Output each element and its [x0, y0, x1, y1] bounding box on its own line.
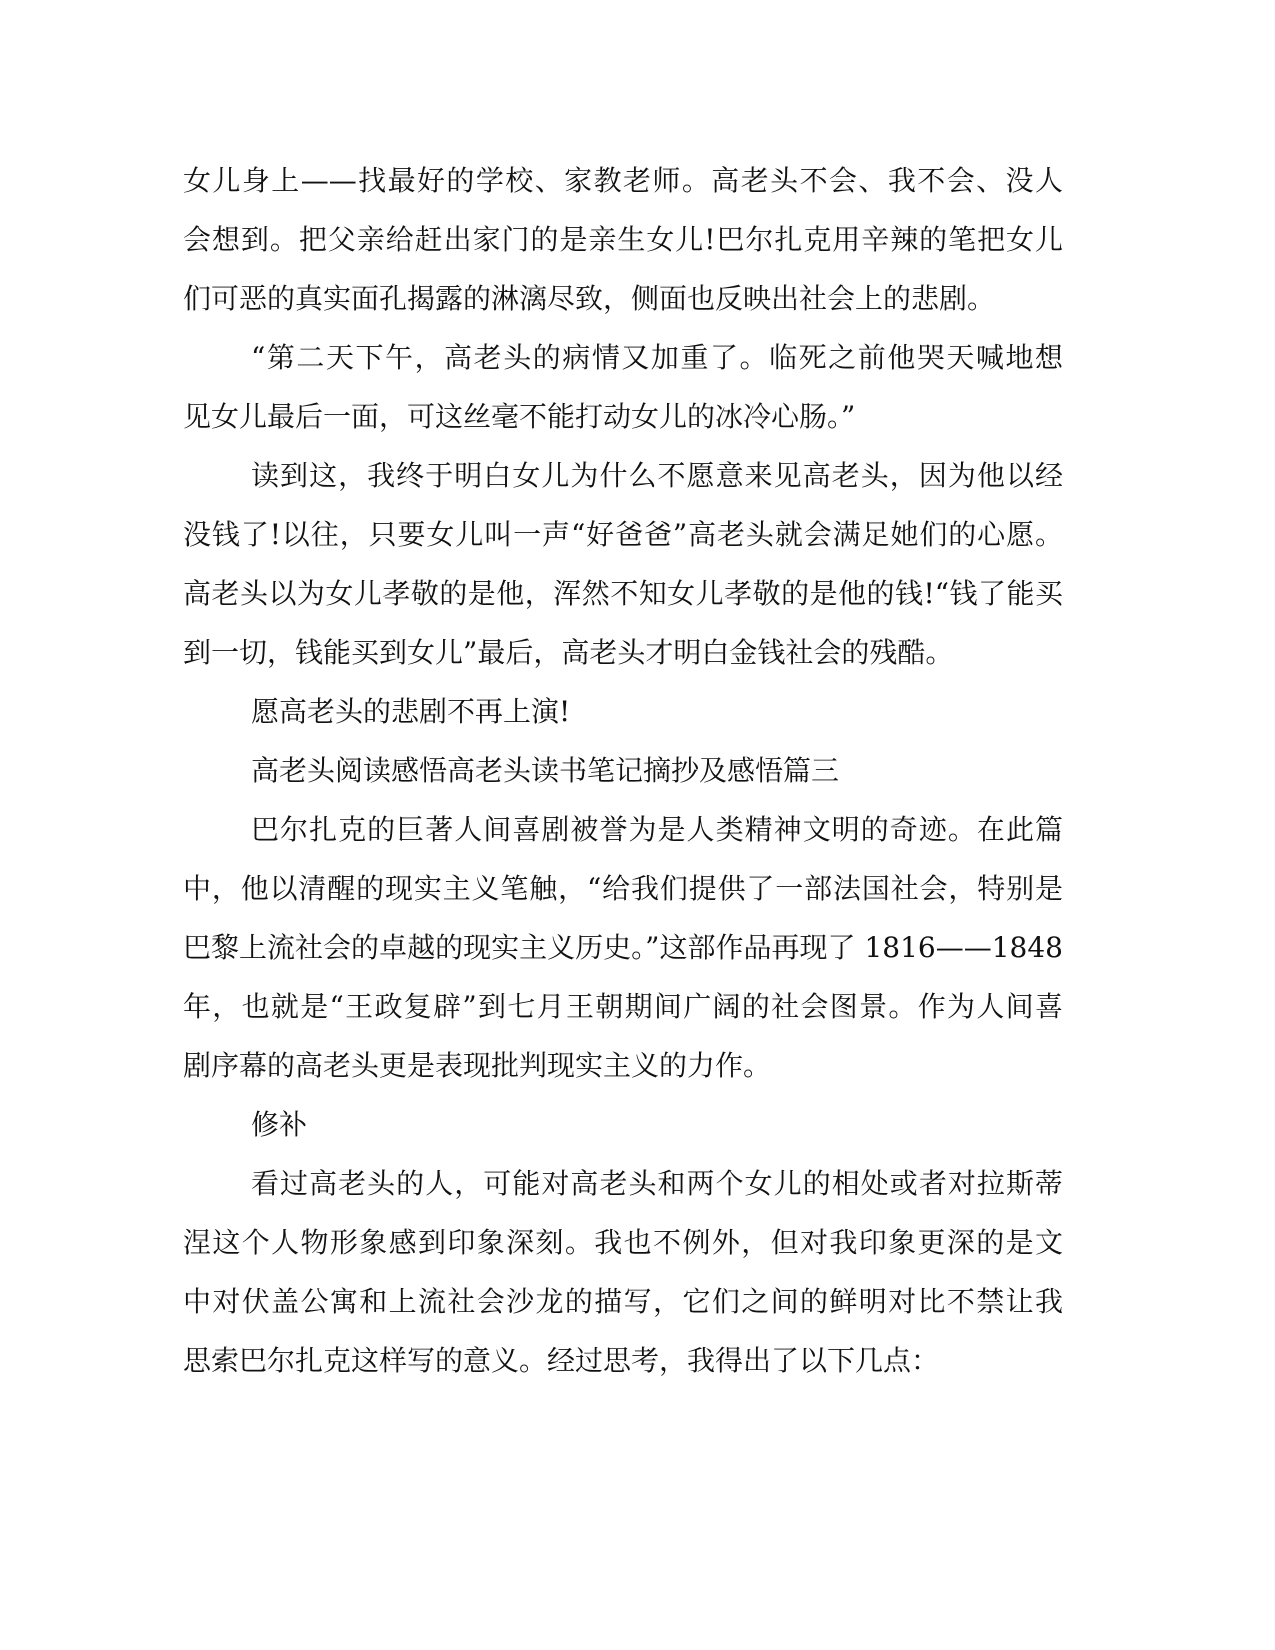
- text-line: 中对伏盖公寓和上流社会沙龙的描写，它们之间的鲜明对比不禁让我: [183, 1285, 1063, 1318]
- text-line: “第二天下午，高老头的病情又加重了。临死之前他哭天喊地想: [251, 341, 1063, 374]
- text-line: 涅这个人物形象感到印象深刻。我也不例外，但对我印象更深的是文: [183, 1226, 1063, 1259]
- text-line: 会想到。把父亲给赶出家门的是亲生女儿!巴尔扎克用辛辣的笔把女儿: [183, 223, 1063, 256]
- text-line: 读到这，我终于明白女儿为什么不愿意来见高老头，因为他以经: [251, 459, 1063, 492]
- text-line: 们可恶的真实面孔揭露的淋漓尽致，侧面也反映出社会上的悲剧。: [183, 282, 996, 315]
- text-line: 剧序幕的高老头更是表现批判现实主义的力作。: [183, 1049, 772, 1082]
- text-line: 到一切，钱能买到女儿”最后，高老头才明白金钱社会的残酷。: [183, 636, 954, 669]
- text-line: 愿高老头的悲剧不再上演!: [251, 695, 571, 728]
- text-line: 看过高老头的人，可能对高老头和两个女儿的相处或者对拉斯蒂: [251, 1167, 1063, 1200]
- text-line: 年，也就是“王政复辟”到七月王朝期间广阔的社会图景。作为人间喜: [183, 990, 1063, 1023]
- text-line: 女儿身上——找最好的学校、家教老师。高老头不会、我不会、没人: [183, 164, 1063, 197]
- text-line: 高老头以为女儿孝敬的是他，浑然不知女儿孝敬的是他的钱!“钱了能买: [183, 577, 1063, 610]
- text-line: 见女儿最后一面，可这丝毫不能打动女儿的冰冷心肠。”: [183, 400, 856, 433]
- section-heading: 高老头阅读感悟高老头读书笔记摘抄及感悟篇三: [251, 754, 840, 787]
- text-line: 巴黎上流社会的卓越的现实主义历史。”这部作品再现了 1816——1848: [183, 931, 1063, 964]
- text-line: 巴尔扎克的巨著人间喜剧被誉为是人类精神文明的奇迹。在此篇: [251, 813, 1063, 846]
- text-line: 修补: [251, 1108, 308, 1141]
- text-line: 中，他以清醒的现实主义笔触，“给我们提供了一部法国社会，特别是: [183, 872, 1063, 905]
- text-line: 没钱了!以往，只要女儿叫一声“好爸爸”高老头就会满足她们的心愿。: [183, 518, 1063, 551]
- text-line: 思索巴尔扎克这样写的意义。经过思考，我得出了以下几点：: [183, 1344, 940, 1377]
